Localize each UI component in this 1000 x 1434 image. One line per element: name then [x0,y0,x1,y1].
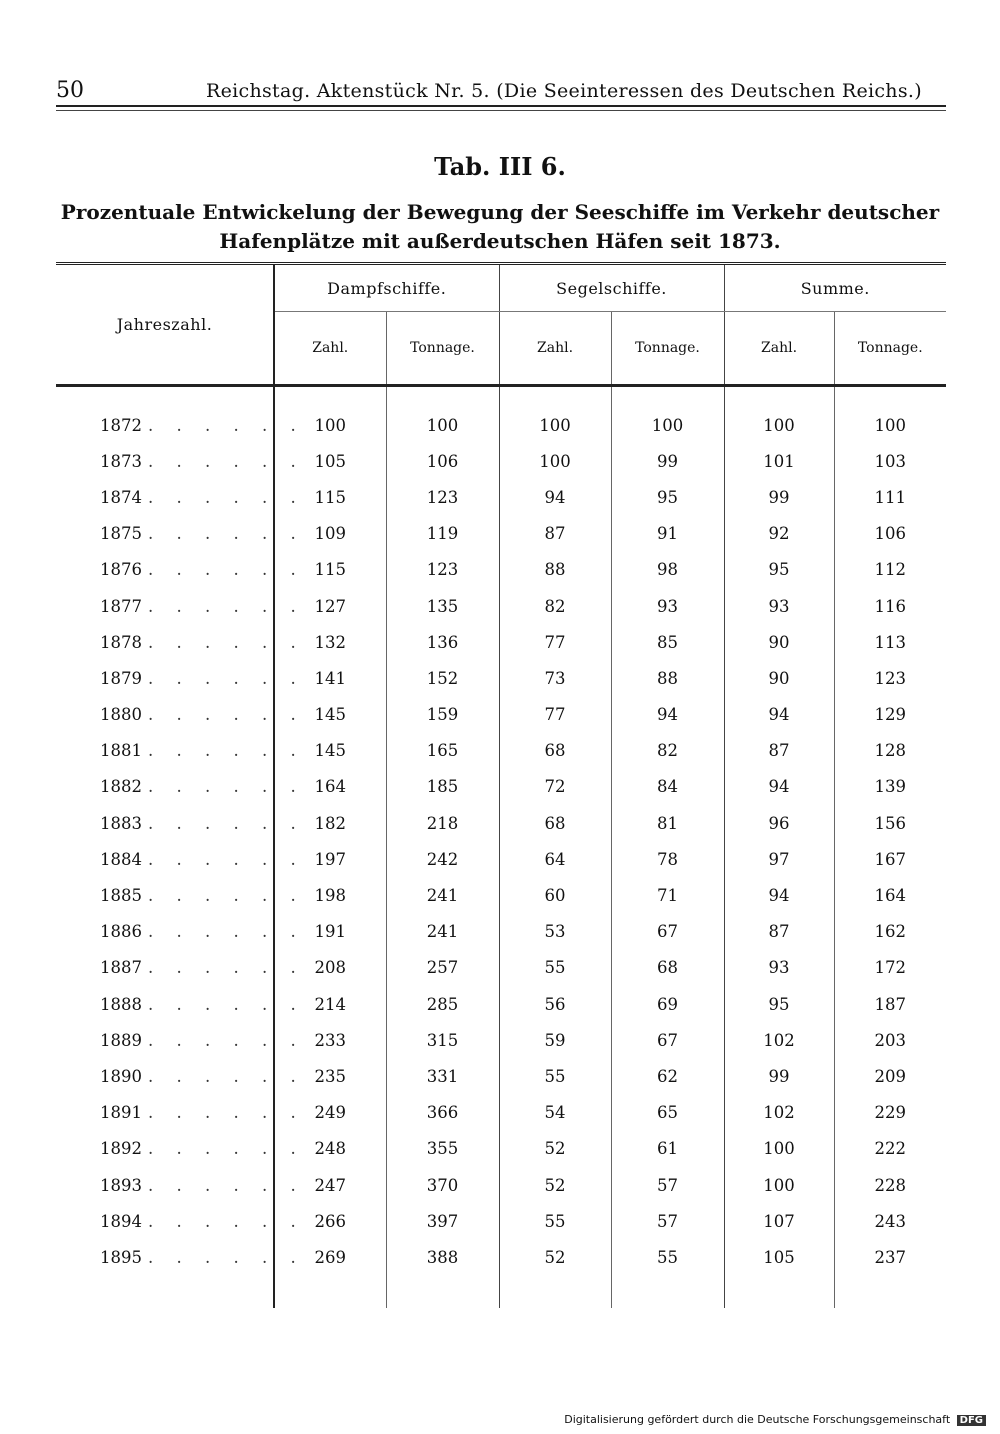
table-row [56,1239,946,1275]
year-value: 1874 [100,487,142,507]
group-header-total: Summe. [724,264,946,312]
table-row [56,769,946,805]
year-cell [56,1058,305,1094]
credit-text: Digitalisierung gefördert durch die Deutsche Forschungsgemeinschaft [564,1413,951,1426]
leader-dots: . . . . . . [148,524,305,544]
steam-tonnage-cell: 123 [386,552,499,588]
steam-count-cell: 145 [274,733,386,769]
steam-tonnage-cell: 100 [386,407,499,443]
year-cell [56,914,305,950]
leader-dots: . . . . . . [148,1175,305,1195]
steam-count-cell: 266 [274,1203,386,1239]
table-row [56,986,946,1022]
year-cell [56,1022,305,1058]
year-value: 1873 [100,451,142,471]
subheader-sail-count: Zahl. [499,312,611,386]
year-value: 1890 [100,1066,142,1086]
steam-count-cell: 100 [274,407,386,443]
year-column-header: Jahreszahl. [56,264,274,386]
sail-tonnage-cell: 65 [611,1095,724,1131]
steam-count-cell: 141 [274,660,386,696]
steam-count-cell: 182 [274,805,386,841]
steam-tonnage-cell: 218 [386,805,499,841]
table-group-header-row [56,264,946,312]
table-row [56,697,946,733]
total-tonnage-cell: 112 [874,560,907,580]
total-count-cell: 94 [724,877,834,913]
sail-tonnage-cell: 99 [611,443,724,479]
dfg-logo: DFG [957,1415,986,1426]
steam-tonnage-cell: 119 [386,516,499,552]
steam-tonnage-cell: 152 [386,660,499,696]
total-tonnage-cell: 106 [874,524,907,544]
table-row [56,877,946,913]
year-value: 1891 [100,1103,142,1123]
sail-tonnage-cell: 93 [611,588,724,624]
steam-tonnage-cell: 370 [386,1167,499,1203]
total-tonnage-cell: 113 [874,632,907,652]
year-cell [56,1203,305,1239]
steam-count-cell: 198 [274,877,386,913]
steam-count-cell: 109 [274,516,386,552]
data-table-container [56,262,946,1294]
total-tonnage-cell: 237 [874,1247,907,1267]
leader-dots: . . . . . . [148,415,305,435]
leader-dots: . . . . . . [148,705,305,725]
group-header-steamships: Dampfschiffe. [274,264,499,312]
sail-count-cell: 72 [499,769,611,805]
total-count-cell: 107 [724,1203,834,1239]
total-tonnage-cell: 111 [874,487,907,507]
leader-dots: . . . . . . [148,994,305,1014]
year-value: 1875 [100,524,142,544]
steam-count-cell: 191 [274,914,386,950]
year-cell [56,1131,305,1167]
sail-count-cell: 59 [499,1022,611,1058]
table-tail-row [56,1276,946,1308]
sail-count-cell: 54 [499,1095,611,1131]
total-count-cell: 93 [724,950,834,986]
group-header-sailing-ships: Segelschiffe. [499,264,724,312]
sail-count-cell: 64 [499,841,611,877]
sail-count-cell: 53 [499,914,611,950]
sail-tonnage-cell: 85 [611,624,724,660]
steam-tonnage-cell: 165 [386,733,499,769]
sail-tonnage-cell: 81 [611,805,724,841]
leader-dots: . . . . . . [148,849,305,869]
subheader-total-count: Zahl. [724,312,834,386]
year-value: 1883 [100,813,142,833]
table-row [56,443,946,479]
table-row [56,660,946,696]
year-value: 1893 [100,1175,142,1195]
sail-count-cell: 94 [499,479,611,515]
leader-dots: . . . . . . [148,958,305,978]
subheader-sail-tonnage: Tonnage. [611,312,724,386]
steam-count-cell: 214 [274,986,386,1022]
table-row [56,624,946,660]
sail-tonnage-cell: 71 [611,877,724,913]
total-tonnage-cell: 103 [874,451,907,471]
year-cell [56,769,305,805]
sail-count-cell: 52 [499,1167,611,1203]
steam-count-cell: 269 [274,1239,386,1275]
year-cell [56,1095,305,1131]
sail-count-cell: 60 [499,877,611,913]
total-tonnage-cell: 203 [874,1030,907,1050]
steam-tonnage-cell: 241 [386,914,499,950]
total-tonnage-cell: 164 [874,886,907,906]
total-tonnage-cell: 209 [874,1066,907,1086]
steam-tonnage-cell: 257 [386,950,499,986]
sail-tonnage-cell: 69 [611,986,724,1022]
leader-dots: . . . . . . [148,451,305,471]
sail-count-cell: 100 [499,443,611,479]
sail-count-cell: 77 [499,624,611,660]
year-value: 1886 [100,922,142,942]
table-body [56,386,946,1308]
table-row [56,805,946,841]
total-count-cell: 94 [724,697,834,733]
data-table [56,262,946,1308]
steam-tonnage-cell: 331 [386,1058,499,1094]
total-count-cell: 102 [724,1022,834,1058]
table-row [56,841,946,877]
year-value: 1887 [100,958,142,978]
total-count-cell: 97 [724,841,834,877]
total-count-cell: 93 [724,588,834,624]
steam-tonnage-cell: 159 [386,697,499,733]
year-cell [56,516,305,552]
total-count-cell: 100 [724,1131,834,1167]
steam-tonnage-cell: 106 [386,443,499,479]
total-count-cell: 90 [724,660,834,696]
leader-dots: . . . . . . [148,668,305,688]
table-row [56,1203,946,1239]
header-rule [56,105,946,107]
steam-count-cell: 197 [274,841,386,877]
year-cell [56,624,305,660]
year-value: 1879 [100,668,142,688]
table-row [56,914,946,950]
table-row [56,516,946,552]
steam-tonnage-cell: 315 [386,1022,499,1058]
leader-dots: . . . . . . [148,922,305,942]
year-value: 1892 [100,1139,142,1159]
total-tonnage-cell: 243 [874,1211,907,1231]
table-row [56,1022,946,1058]
sail-count-cell: 100 [499,407,611,443]
year-value: 1884 [100,849,142,869]
year-value: 1888 [100,994,142,1014]
sail-count-cell: 87 [499,516,611,552]
steam-tonnage-cell: 388 [386,1239,499,1275]
steam-count-cell: 127 [274,588,386,624]
leader-dots: . . . . . . [148,1211,305,1231]
steam-tonnage-cell: 242 [386,841,499,877]
leader-dots: . . . . . . [148,886,305,906]
sail-tonnage-cell: 67 [611,1022,724,1058]
sail-tonnage-cell: 94 [611,697,724,733]
year-value: 1878 [100,632,142,652]
table-row [56,1058,946,1094]
total-tonnage-cell: 123 [874,668,907,688]
year-cell [56,443,305,479]
steam-tonnage-cell: 397 [386,1203,499,1239]
year-value: 1889 [100,1030,142,1050]
leader-dots: . . . . . . [148,1103,305,1123]
running-head [56,76,946,106]
steam-tonnage-cell: 366 [386,1095,499,1131]
table-row [56,733,946,769]
year-cell [56,950,305,986]
sail-tonnage-cell: 62 [611,1058,724,1094]
sail-count-cell: 73 [499,660,611,696]
subheader-total-tonnage: Tonnage. [857,340,923,356]
total-tonnage-cell: 156 [874,813,907,833]
year-cell [56,841,305,877]
leader-dots: . . . . . . [148,813,305,833]
sail-tonnage-cell: 98 [611,552,724,588]
leader-dots: . . . . . . [148,596,305,616]
sail-count-cell: 52 [499,1131,611,1167]
sail-tonnage-cell: 100 [611,407,724,443]
year-cell [56,479,305,515]
table-label: Tab. III 6. [434,152,566,181]
steam-tonnage-cell: 135 [386,588,499,624]
year-cell [56,986,305,1022]
total-count-cell: 92 [724,516,834,552]
year-value: 1882 [100,777,142,797]
leader-dots: . . . . . . [148,1139,305,1159]
sail-tonnage-cell: 57 [611,1203,724,1239]
total-count-cell: 94 [724,769,834,805]
sail-count-cell: 68 [499,733,611,769]
total-count-cell: 101 [724,443,834,479]
sail-tonnage-cell: 68 [611,950,724,986]
year-value: 1876 [100,560,142,580]
total-tonnage-cell: 116 [874,596,907,616]
sail-tonnage-cell: 91 [611,516,724,552]
sail-tonnage-cell: 57 [611,1167,724,1203]
table-row [56,1131,946,1167]
leader-dots: . . . . . . [148,560,305,580]
total-count-cell: 102 [724,1095,834,1131]
total-count-cell: 100 [724,407,834,443]
total-count-cell: 95 [724,986,834,1022]
year-cell [56,588,305,624]
year-value: 1872 [100,415,142,435]
steam-tonnage-cell: 136 [386,624,499,660]
steam-tonnage-cell: 241 [386,877,499,913]
year-cell [56,733,305,769]
total-tonnage-cell: 100 [874,415,907,435]
year-cell [56,1239,305,1275]
header-rule-thin [56,110,946,111]
total-count-cell: 96 [724,805,834,841]
steam-count-cell: 233 [274,1022,386,1058]
leader-dots: . . . . . . [148,487,305,507]
steam-count-cell: 164 [274,769,386,805]
sail-tonnage-cell: 61 [611,1131,724,1167]
sail-count-cell: 88 [499,552,611,588]
total-count-cell: 100 [724,1167,834,1203]
steam-tonnage-cell: 185 [386,769,499,805]
steam-count-cell: 235 [274,1058,386,1094]
sail-tonnage-cell: 55 [611,1239,724,1275]
table-row [56,950,946,986]
sail-tonnage-cell: 82 [611,733,724,769]
table-caption: Prozentuale Entwickelung der Bewegung der Seeschiffe im Verkehr deutscher Hafenplätze mit außerdeutschen Häfen seit 1873. [60,200,940,253]
digitization-credit [564,1413,986,1426]
steam-count-cell: 249 [274,1095,386,1131]
year-cell [56,805,305,841]
year-value: 1895 [100,1247,142,1267]
leader-dots: . . . . . . [148,632,305,652]
table-row [56,479,946,515]
sail-count-cell: 77 [499,697,611,733]
total-tonnage-cell: 228 [874,1175,907,1195]
total-count-cell: 90 [724,624,834,660]
year-cell [56,660,305,696]
steam-tonnage-cell: 285 [386,986,499,1022]
sail-count-cell: 82 [499,588,611,624]
steam-tonnage-cell: 123 [386,479,499,515]
sail-tonnage-cell: 88 [611,660,724,696]
total-count-cell: 105 [724,1239,834,1275]
total-tonnage-cell: 162 [874,922,907,942]
total-count-cell: 87 [724,733,834,769]
steam-count-cell: 145 [274,697,386,733]
table-row [56,552,946,588]
total-count-cell: 99 [724,479,834,515]
sail-count-cell: 55 [499,1203,611,1239]
leader-dots: . . . . . . [148,777,305,797]
total-tonnage-cell: 128 [874,741,907,761]
total-tonnage-cell: 229 [874,1103,907,1123]
page-number: 50 [56,78,84,103]
total-tonnage-cell: 167 [874,849,907,869]
sail-count-cell: 52 [499,1239,611,1275]
table-row [56,1167,946,1203]
year-cell [56,877,305,913]
year-cell [56,407,305,443]
total-tonnage-cell: 139 [874,777,907,797]
total-tonnage-cell: 172 [874,958,907,978]
steam-count-cell: 132 [274,624,386,660]
total-tonnage-cell: 222 [874,1139,907,1159]
running-title: Reichstag. Aktenstück Nr. 5. (Die Seeinteressen des Deutschen Reichs.) [206,80,922,102]
year-value: 1881 [100,741,142,761]
sail-count-cell: 56 [499,986,611,1022]
year-cell [56,1167,305,1203]
sail-tonnage-cell: 67 [611,914,724,950]
steam-count-cell: 208 [274,950,386,986]
total-count-cell: 95 [724,552,834,588]
steam-count-cell: 115 [274,479,386,515]
steam-count-cell: 247 [274,1167,386,1203]
leader-dots: . . . . . . [148,1247,305,1267]
steam-count-cell: 248 [274,1131,386,1167]
year-value: 1885 [100,886,142,906]
total-tonnage-cell: 129 [874,705,907,725]
leader-dots: . . . . . . [148,1030,305,1050]
leader-dots: . . . . . . [148,1066,305,1086]
subheader-steam-count: Zahl. [274,312,386,386]
sail-count-cell: 68 [499,805,611,841]
sail-count-cell: 55 [499,950,611,986]
year-value: 1894 [100,1211,142,1231]
sail-tonnage-cell: 84 [611,769,724,805]
steam-tonnage-cell: 355 [386,1131,499,1167]
sail-tonnage-cell: 78 [611,841,724,877]
total-count-cell: 87 [724,914,834,950]
table-row [56,588,946,624]
table-spacer-row [56,386,946,408]
leader-dots: . . . . . . [148,741,305,761]
table-row [56,407,946,443]
subheader-steam-tonnage: Tonnage. [386,312,499,386]
total-count-cell: 99 [724,1058,834,1094]
steam-count-cell: 115 [274,552,386,588]
year-value: 1877 [100,596,142,616]
table-row [56,1095,946,1131]
steam-count-cell: 105 [274,443,386,479]
year-cell [56,552,305,588]
sail-count-cell: 55 [499,1058,611,1094]
sail-tonnage-cell: 95 [611,479,724,515]
total-tonnage-cell: 187 [874,994,907,1014]
year-cell [56,697,305,733]
year-value: 1880 [100,705,142,725]
